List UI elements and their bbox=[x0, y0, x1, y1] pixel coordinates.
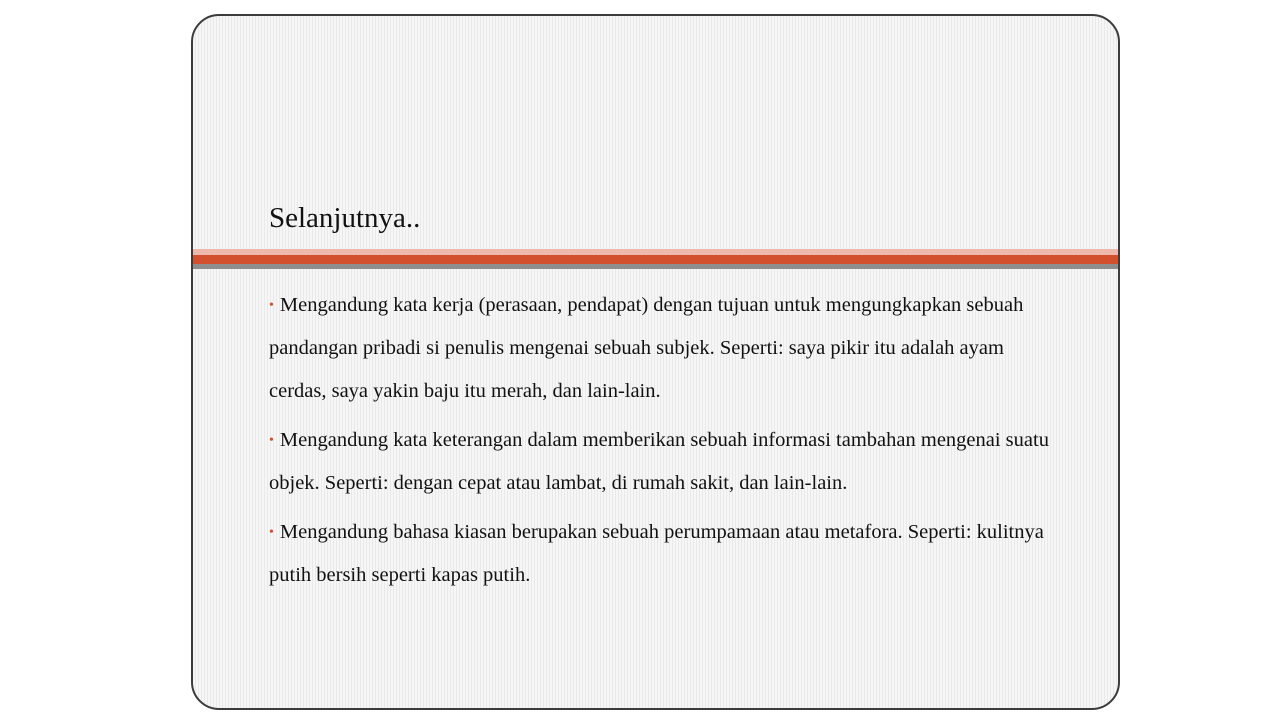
slide bbox=[191, 14, 1120, 710]
bullet-icon: • bbox=[269, 433, 274, 448]
bullet-icon: • bbox=[269, 298, 274, 313]
slide-title: Selanjutnya.. bbox=[269, 202, 421, 234]
bullet-item bbox=[269, 511, 1049, 597]
title-divider bbox=[193, 255, 1118, 264]
bullet-text: Mengandung kata keterangan dalam memberikan sebuah informasi tambahan mengenai suatu objek. Seperti: dengan cepat atau lambat, di rumah sakit, dan lain-lain. bbox=[269, 429, 1049, 494]
title-divider-shadow bbox=[193, 264, 1118, 269]
bullet-icon: • bbox=[269, 525, 274, 540]
bullet-item bbox=[269, 284, 1049, 413]
slide-body bbox=[269, 284, 1049, 603]
bullet-text: Mengandung bahasa kiasan berupakan sebuah perumpamaan atau metafora. Seperti: kulitnya putih bersih seperti kapas putih. bbox=[269, 521, 1044, 586]
bullet-item bbox=[269, 419, 1049, 505]
bullet-text: Mengandung kata kerja (perasaan, pendapat) dengan tujuan untuk mengungkapkan sebuah pandangan pribadi si penulis mengenai sebuah subjek. Seperti: saya pikir itu adalah ayam cerdas, saya yakin baju itu merah, dan lain-lain. bbox=[269, 294, 1024, 402]
